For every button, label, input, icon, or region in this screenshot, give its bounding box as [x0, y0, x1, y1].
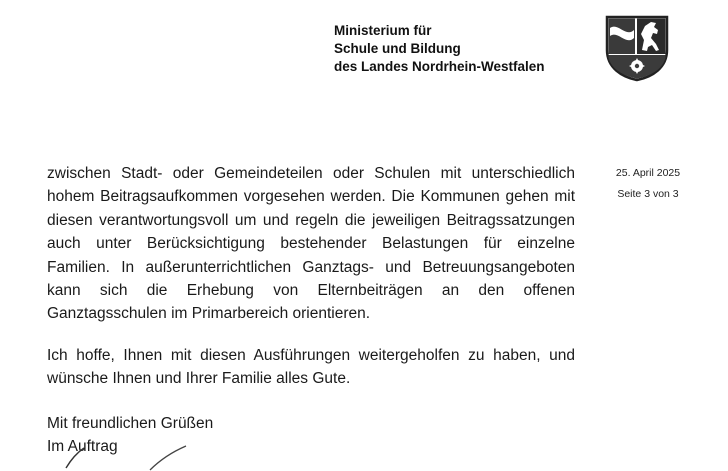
- ministry-line-3: des Landes Nordrhein-Westfalen: [334, 59, 545, 74]
- body-paragraph-1: zwischen Stadt- oder Gemeindeteilen oder Schulen mit unterschiedlich hohem Beitragsaufkommen vorgesehen werden. Die Kommunen gehen mit diesen verantwortungsvoll um und regeln die jeweiligen Beitragssatzungen auch unter Berücksichtigung bestehender Belastungen für einzelne Familien. In außerunterrichtlichen Ganztags- und Betreuungsangeboten kann sich die Erhebung von Elternbeiträgen an den offenen Ganztagsschulen im Primarbereich orientieren.: [47, 165, 575, 323]
- ministry-line-1: Ministerium für: [334, 23, 432, 38]
- closing-greeting: Mit freundlichen Grüßen: [47, 415, 214, 432]
- nrw-coat-of-arms-icon: [604, 14, 670, 82]
- letter-body: [47, 162, 575, 391]
- page-number: Seite 3 von 3: [617, 188, 679, 200]
- closing-on-behalf: Im Auftrag: [47, 438, 118, 455]
- ministry-line-2: Schule und Bildung: [334, 41, 461, 56]
- document-meta: [598, 163, 698, 205]
- ministry-letterhead: [334, 22, 545, 76]
- letter-date: 25. April 2025: [615, 167, 681, 179]
- signature-strokes: [60, 440, 260, 471]
- body-paragraph-2: Ich hoffe, Ihnen mit diesen Ausführungen weitergeholfen zu haben, und wünsche Ihnen und Ihrer Familie alles Gute.: [47, 346, 575, 388]
